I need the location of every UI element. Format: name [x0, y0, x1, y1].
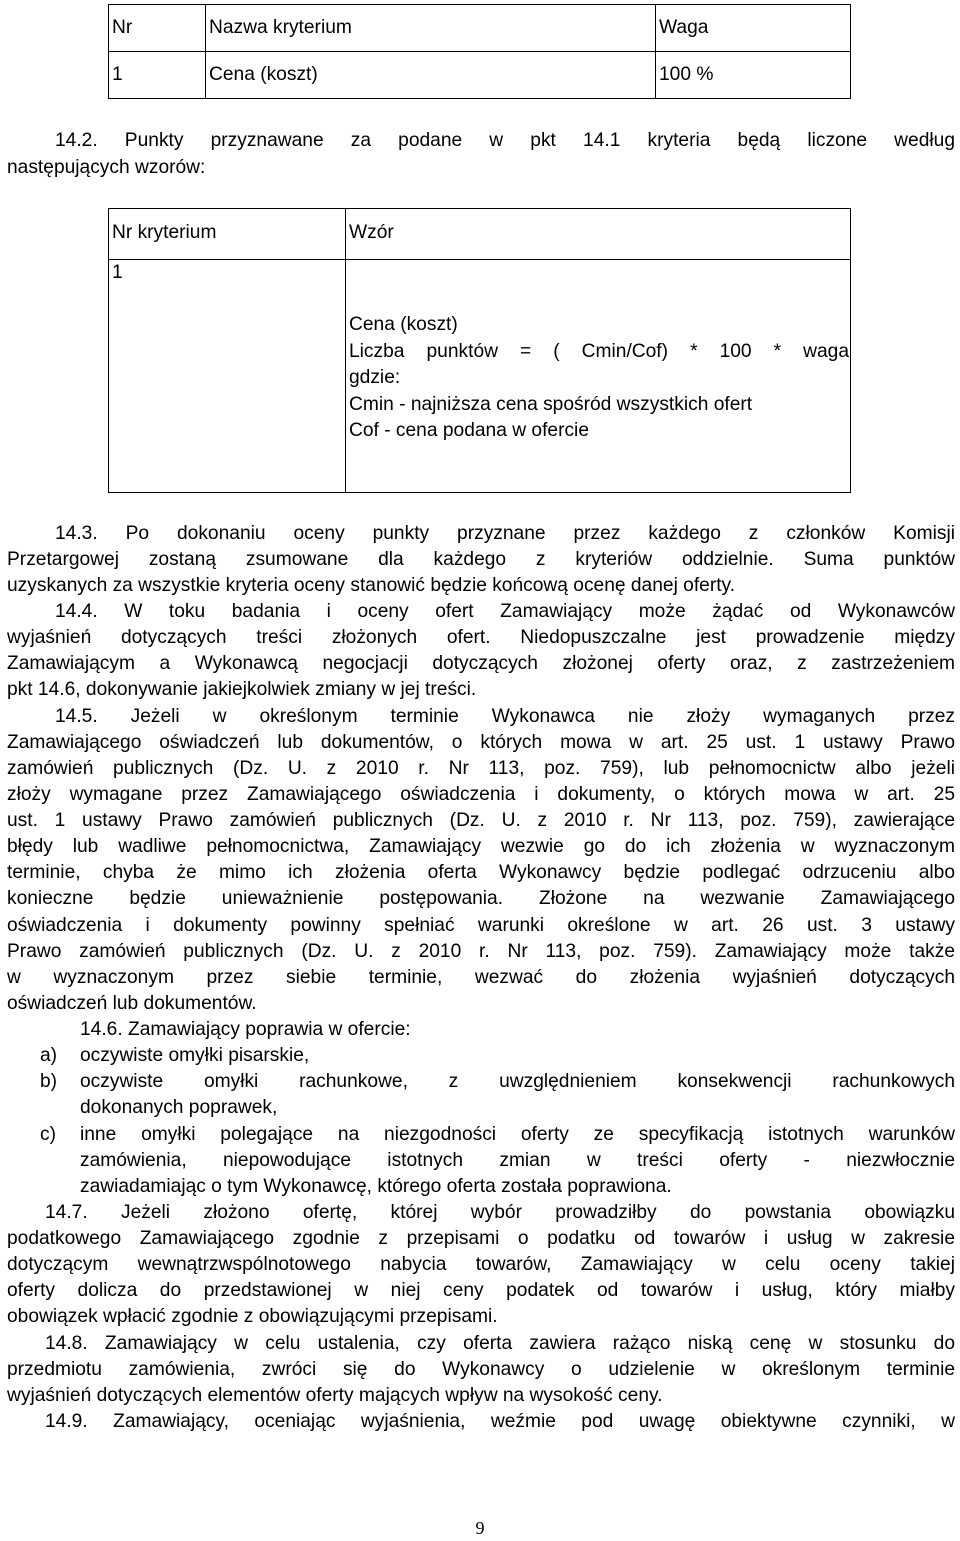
criteria-table: [108, 4, 851, 99]
cell-criterion-name: Cena (koszt): [206, 52, 656, 99]
body-line: błędy lub wadliwe pełnomocnictwa, Zamawiający wezwie go do ich złożenia w wyznaczonym: [7, 836, 955, 857]
formula-line: Cof - cena podana w ofercie: [349, 420, 589, 441]
paragraph-14-2-line1: 14.2. Punkty przyznawane za podane w pkt 14.1 kryteria będą liczone według: [55, 130, 955, 151]
body-line: 14.6. Zamawiający poprawia w ofercie:: [80, 1019, 411, 1040]
list-item-line: dokonanych poprawek,: [80, 1097, 278, 1118]
list-marker: a): [40, 1045, 58, 1066]
body-line: obowiązek wpłacić zgodnie z obowiązującymi przepisami.: [7, 1306, 498, 1327]
body-line: wyjaśnień dotyczących elementów oferty mających wpływ na wysokość ceny.: [7, 1385, 663, 1406]
body-line: oświadczeń lub dokumentów.: [7, 993, 257, 1014]
body-line: 14.5. Jeżeli w określonym terminie Wykonawca nie złoży wymaganych przez: [55, 706, 955, 727]
body-line: przedmiotu zamówienia, zwróci się do Wykonawcy o udzielenie w określonym terminie: [7, 1359, 955, 1380]
body-line: 14.4. W toku badania i oceny ofert Zamawiający może żądać od Wykonawców: [55, 601, 955, 622]
page-number: 9: [475, 1518, 485, 1538]
header-criterion-nr: Nr kryterium: [112, 222, 217, 243]
body-line: pkt 14.6, dokonywanie jakiejkolwiek zmiany w jej treści.: [7, 679, 477, 700]
list-item-line: oczywiste omyłki rachunkowe, z uwzględnieniem konsekwencji rachunkowych: [80, 1071, 955, 1092]
header-formula: Wzór: [349, 222, 394, 243]
list-item-line: oczywiste omyłki pisarskie,: [80, 1045, 310, 1066]
column-divider: [345, 209, 346, 492]
body-line: Przetargowej zostaną zsumowane dla każdego z kryteriów oddzielnie. Suma punktów: [7, 549, 955, 570]
formula-line: gdzie:: [349, 367, 401, 388]
header-weight: Waga: [656, 5, 851, 52]
cell-criterion-nr: 1: [112, 262, 123, 283]
table-row: [109, 52, 851, 99]
body-line: dotyczącym wewnątrzwspólnotowego nabycia towarów, Zamawiający w celu oceny takiej: [7, 1254, 955, 1275]
body-line: 14.7. Jeżeli złożono ofertę, której wybór prowadziłby do powstania obowiązku: [45, 1202, 955, 1223]
formula-cell: [349, 312, 849, 445]
list-marker: b): [40, 1071, 58, 1092]
cell-weight: 100 %: [656, 52, 851, 99]
list-item-line: zawiadamiając o tym Wykonawcę, którego oferta została poprawiona.: [80, 1176, 672, 1197]
header-criterion-name: Nazwa kryterium: [206, 5, 656, 52]
header-nr: Nr: [109, 5, 206, 52]
body-line: wyjaśnień dotyczących treści złożonych ofert. Niedopuszczalne jest prowadzenie między: [7, 627, 955, 648]
body-line: 14.3. Po dokonaniu oceny punkty przyznane przez każdego z członków Komisji: [55, 523, 955, 544]
body-line: Prawo zamówień publicznych (Dz. U. z 2010 r. Nr 113, poz. 759). Zamawiający może także: [7, 941, 955, 962]
body-line: Zamawiającym a Wykonawcą negocjacji dotyczących złożonej oferty oraz, z zastrzeżeniem: [7, 653, 955, 674]
body-line: złoży wymagane przez Zamawiającego oświadczenia i dokumenty, o których mowa w art. 25: [7, 784, 955, 805]
body-line: terminie, chyba że mimo ich złożenia oferta Wykonawcy będzie podlegać odrzuceniu albo: [7, 862, 955, 883]
body-line: Zamawiającego oświadczeń lub dokumentów, o których mowa w art. 25 ust. 1 ustawy Prawo: [7, 732, 955, 753]
body-line: zamówień publicznych (Dz. U. z 2010 r. Nr 113, poz. 759), lub pełnomocnictw albo jeżeli: [7, 758, 955, 779]
formula-line: Cmin - najniższa cena spośród wszystkich ofert: [349, 393, 753, 415]
body-line: w wyznaczonym przez siebie terminie, wezwać do złożenia wyjaśnień dotyczących: [7, 967, 955, 988]
formula-line: Cena (koszt): [349, 314, 458, 335]
list-item-line: zamówienia, niepowodujące istotnych zmian w treści oferty - niezwłocznie: [80, 1150, 955, 1171]
formula-line: Liczba punktów = ( Cmin/Cof) * 100 * waga: [349, 340, 849, 362]
body-line: oświadczenia i dokumenty powinny spełniać warunki określone w art. 26 ust. 3 ustawy: [7, 915, 955, 936]
body-line: oferty dolicza do przedstawionej w niej ceny podatek od towarów i usług, który miałby: [7, 1280, 955, 1301]
body-line: konieczne będzie unieważnienie postępowania. Złożone na wezwanie Zamawiającego: [7, 888, 955, 909]
body-line: ust. 1 ustawy Prawo zamówień publicznych (Dz. U. z 2010 r. Nr 113, poz. 759), zawierające: [7, 810, 955, 831]
formula-table: [108, 208, 851, 493]
list-item-line: inne omyłki polegające na niezgodności oferty ze specyfikacją istotnych warunków: [80, 1124, 955, 1145]
body-line: 14.8. Zamawiający w celu ustalenia, czy oferta zawiera rażąco niską cenę w stosunku do: [45, 1333, 955, 1354]
body-line: 14.9. Zamawiający, oceniając wyjaśnienia, weźmie pod uwagę obiektywne czynniki, w: [45, 1411, 955, 1432]
paragraph-14-2-line2: następujących wzorów:: [7, 157, 206, 178]
body-line: uzyskanych za wszystkie kryteria oceny stanowić będzie końcową ocenę danej oferty.: [7, 575, 736, 596]
table-header-row: [109, 5, 851, 52]
body-line: podatkowego Zamawiającego zgodnie z przepisami o podatku od towarów i usług w zakresie: [7, 1228, 955, 1249]
row-divider: [109, 259, 850, 260]
cell-nr: 1: [109, 52, 206, 99]
list-marker: c): [40, 1124, 56, 1145]
